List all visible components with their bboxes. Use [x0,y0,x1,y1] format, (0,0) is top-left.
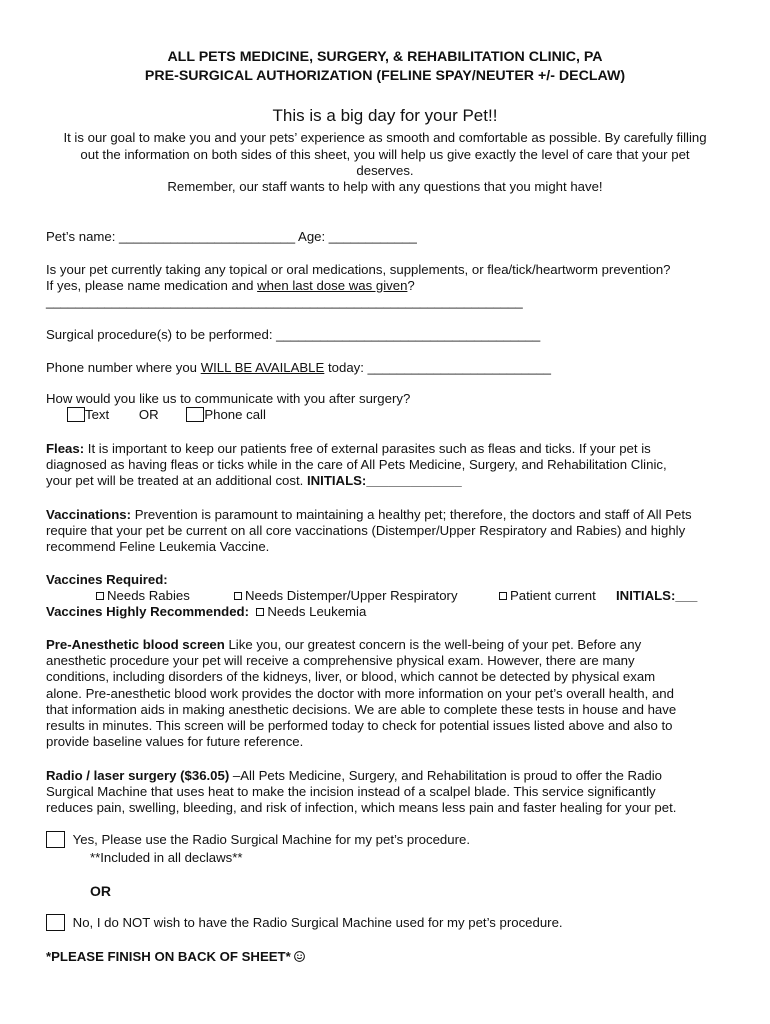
vaccinations-label: Vaccinations: [46,507,132,522]
distemper-checkbox [234,592,242,600]
medications-answer-field[interactable]: _________________________________________________________________ [46,294,523,309]
vaccinations-section: Vaccinations: Prevention is paramount to maintaining a healthy pet; therefore, the doctors and staff of All Pets require that your pet be current on all core vaccinations (Distemper/Upper Respiratory and Rabies) and highly recommend Feline Leukemia Vaccine. [46,507,692,555]
or-label: OR [138,407,159,422]
needs-distemper-option[interactable]: Needs Distemper/Upper Respiratory [234,588,458,603]
radio-surgery-section: Radio / laser surgery ($36.05) –All Pets Medicine, Surgery, and Rehabilitation is proud to offer the Radio Surgical Machine that uses heat to make the incision instead of a scalpel blade. This service significantly reduces pain, swelling, bleeding, and risk of infection, which means less pain and faster healing for your pet. [46,768,677,816]
phone-call-option-label: Phone call [204,407,266,422]
phone-call-checkbox[interactable] [186,407,204,422]
blood-screen-label: Pre-Anesthetic blood screen [46,637,225,652]
radio-yes-checkbox[interactable] [46,831,65,848]
form-title: PRE-SURGICAL AUTHORIZATION (FELINE SPAY/NEUTER +/- DECLAW) [144,68,626,84]
vaccines-required-label: Vaccines Required: [46,572,168,587]
fleas-initials-field[interactable]: INITIALS:_____________ [306,473,462,489]
vaccines-initials-field[interactable]: INITIALS:___ [616,588,698,603]
declaw-note: **Included in all declaws** [90,850,243,865]
communication-options [67,407,266,423]
intro-line-2: out the information on both sides of this sheet, you will help us give exactly the level of care that your pet [80,147,690,162]
text-checkbox[interactable] [67,407,85,422]
text-option-label: Text [85,407,110,422]
blood-screen-section: Pre-Anesthetic blood screen Like you, our greatest concern is the well-being of your pet. Before any anesthetic procedure your pet will receive a comprehensive physical exam. However, there are many conditions, including disorders of the kidneys, liver, or blood, which cannot be detected by physical exam alone. Pre-anesthetic blood work provides the doctor with more information on your pet’s overall health, and that information aids in making anesthetic decisions. We are able to complete these tests in house and have results in minutes. This screen will be performed today to check for potential issues listed above and also to provide baseline values for future reference. [46,637,677,750]
radio-yes-option [46,832,470,849]
rabies-checkbox [96,592,104,600]
or-divider: OR [90,883,111,899]
clinic-name: ALL PETS MEDICINE, SURGERY, & REHABILITATION CLINIC, PA [167,49,603,65]
intro-line-3: deserves. [356,163,414,178]
intro-headline: This is a big day for your Pet!! [272,106,498,125]
radio-no-label: No, I do NOT wish to have the Radio Surgical Machine used for my pet’s procedure. [72,915,563,930]
current-checkbox [499,592,507,600]
medications-question: Is your pet currently taking any topical or oral medications, supplements, or flea/tick/heartworm prevention? [46,262,671,277]
radio-no-checkbox[interactable] [46,914,65,931]
fleas-section: Fleas: It is important to keep our patients free of external parasites such as fleas and ticks. If your pet is diagnosed as having fleas or ticks while in the care of All Pets Medicine, Surgery, and Rehabilitation Clinic, your pet will be treated at an additional cost. INITIALS:_____________ [46,441,667,489]
intro-line-1: It is our goal to make you and your pets’ experience as smooth and comfortable as possible. By carefully filling [63,130,707,145]
radio-yes-label: Yes, Please use the Radio Surgical Machine for my pet’s procedure. [72,832,470,847]
finish-on-back-note: *PLEASE FINISH ON BACK OF SHEET* [46,949,305,964]
needs-leukemia-option[interactable]: Needs Leukemia [256,604,366,619]
needs-rabies-option[interactable]: Needs Rabies [96,588,190,603]
phone-number-field[interactable]: Phone number where you WILL BE AVAILABLE today: _________________________ [46,360,551,375]
vaccines-recommended-row: Vaccines Highly Recommended: Needs Leukemia [46,604,367,619]
surgical-procedure-field[interactable]: Surgical procedure(s) to be performed: ____________________________________ [46,327,541,342]
fleas-label: Fleas: [46,441,85,456]
smiley-icon [294,951,305,962]
patient-current-option[interactable]: Patient current [499,588,596,603]
communication-question: How would you like us to communicate with you after surgery? [46,391,411,406]
pet-name-age-field[interactable]: Pet’s name: ________________________ Age: ____________ [46,229,417,244]
medications-prompt: If yes, please name medication and when last dose was given? [46,278,415,293]
radio-surgery-label: Radio / laser surgery ($36.05) [46,768,230,783]
radio-no-option [46,915,563,932]
leukemia-checkbox [256,608,264,616]
intro-line-4: Remember, our staff wants to help with any questions that you might have! [167,179,603,194]
